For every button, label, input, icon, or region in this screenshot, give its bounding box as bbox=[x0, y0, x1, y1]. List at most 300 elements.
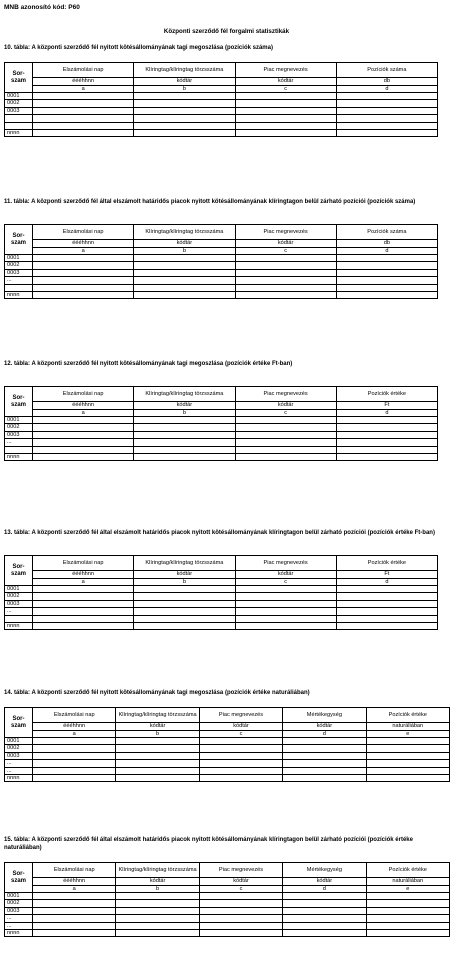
data-cell[interactable] bbox=[235, 107, 336, 114]
unit-cell: kódtár bbox=[283, 878, 366, 886]
data-cell[interactable] bbox=[33, 284, 134, 291]
row-number bbox=[5, 615, 33, 622]
letter-cell: a bbox=[33, 247, 134, 255]
table-row bbox=[5, 269, 438, 276]
data-cell[interactable] bbox=[33, 775, 116, 782]
unit-cell: éééhhnn bbox=[33, 402, 134, 410]
data-cell[interactable] bbox=[283, 760, 366, 767]
mnb-code: MNB azonosító kód: P60 bbox=[4, 4, 80, 11]
data-cell[interactable] bbox=[235, 439, 336, 446]
column-header: Mértékegység bbox=[283, 863, 366, 878]
data-cell[interactable] bbox=[33, 593, 134, 600]
column-header: Piac megnevezés bbox=[199, 863, 282, 878]
unit-cell: kódtár bbox=[134, 571, 235, 579]
data-cell[interactable] bbox=[33, 615, 134, 622]
data-cell[interactable] bbox=[235, 454, 336, 461]
row-number: 0003 bbox=[5, 431, 33, 438]
data-cell[interactable] bbox=[336, 586, 437, 593]
data-cell[interactable] bbox=[33, 93, 134, 100]
data-cell[interactable] bbox=[33, 586, 134, 593]
table-row bbox=[5, 767, 450, 774]
unit-row bbox=[5, 878, 450, 886]
data-cell[interactable] bbox=[116, 760, 199, 767]
data-cell[interactable] bbox=[235, 100, 336, 107]
data-cell[interactable] bbox=[134, 446, 235, 453]
data-cell[interactable] bbox=[33, 600, 134, 607]
data-cell[interactable] bbox=[134, 284, 235, 291]
data-cell[interactable] bbox=[33, 292, 134, 299]
row-number: ... bbox=[5, 277, 33, 284]
data-cell[interactable] bbox=[366, 930, 449, 937]
data-cell[interactable] bbox=[134, 600, 235, 607]
row-number: 0003 bbox=[5, 600, 33, 607]
row-number: nnnn bbox=[5, 930, 33, 937]
data-cell[interactable] bbox=[116, 752, 199, 759]
unit-cell: éééhhnn bbox=[33, 78, 134, 86]
data-cell[interactable] bbox=[33, 900, 116, 907]
row-number: ... bbox=[5, 915, 33, 922]
header-row bbox=[5, 863, 450, 878]
data-cell[interactable] bbox=[33, 277, 134, 284]
letter-cell: c bbox=[235, 409, 336, 417]
data-cell[interactable] bbox=[33, 439, 134, 446]
data-cell[interactable] bbox=[235, 284, 336, 291]
letter-cell: a bbox=[33, 885, 116, 893]
row-number bbox=[5, 115, 33, 122]
data-cell[interactable] bbox=[366, 775, 449, 782]
letter-cell: d bbox=[336, 409, 437, 417]
letter-cell: d bbox=[283, 730, 366, 738]
table-title: 15. tábla: A központi szerződő fél által elszámolt határidős piacok nyitott kötésállományának klíringtagon belül zárható pozíciói (pozíciók értéke naturáliában) bbox=[4, 837, 413, 852]
data-cell[interactable] bbox=[235, 600, 336, 607]
data-table bbox=[4, 555, 438, 630]
data-table bbox=[4, 862, 450, 937]
data-cell[interactable] bbox=[33, 454, 134, 461]
data-cell[interactable] bbox=[134, 454, 235, 461]
row-number: 0001 bbox=[5, 586, 33, 593]
table-section-2 bbox=[4, 198, 449, 299]
sorszam-header-2: szám bbox=[5, 571, 33, 586]
letter-cell: b bbox=[134, 409, 235, 417]
data-cell[interactable] bbox=[134, 93, 235, 100]
data-cell[interactable] bbox=[235, 417, 336, 424]
data-cell[interactable] bbox=[134, 115, 235, 122]
data-cell[interactable] bbox=[283, 752, 366, 759]
data-cell[interactable] bbox=[199, 745, 282, 752]
letter-cell: c bbox=[235, 85, 336, 93]
table-row bbox=[5, 615, 438, 622]
letter-row bbox=[5, 885, 450, 893]
data-cell[interactable] bbox=[33, 907, 116, 914]
unit-cell: db bbox=[336, 240, 437, 248]
data-cell[interactable] bbox=[283, 767, 366, 774]
table-section-3 bbox=[4, 360, 449, 461]
data-cell[interactable] bbox=[116, 922, 199, 929]
data-cell[interactable] bbox=[366, 745, 449, 752]
data-cell[interactable] bbox=[134, 292, 235, 299]
data-cell[interactable] bbox=[33, 107, 134, 114]
data-cell[interactable] bbox=[116, 915, 199, 922]
table-row bbox=[5, 608, 438, 615]
column-header: Elszámolási nap bbox=[33, 556, 134, 571]
data-cell[interactable] bbox=[336, 107, 437, 114]
column-header: Klíringtag/klíringtag törzsszáma bbox=[116, 708, 199, 723]
row-number: ... bbox=[5, 922, 33, 929]
data-cell[interactable] bbox=[235, 255, 336, 262]
table-row bbox=[5, 115, 438, 122]
data-cell[interactable] bbox=[199, 767, 282, 774]
row-number: nnnn bbox=[5, 292, 33, 299]
data-cell[interactable] bbox=[336, 623, 437, 630]
table-row bbox=[5, 446, 438, 453]
letter-cell: b bbox=[116, 885, 199, 893]
table-title: 11. tábla: A központi szerződő fél által elszámolt határidős piacok nyitott kötésállományának klíringtagon belül zárható pozíciói (pozíciók száma) bbox=[4, 199, 416, 205]
data-table bbox=[4, 707, 450, 782]
data-cell[interactable] bbox=[134, 439, 235, 446]
data-cell[interactable] bbox=[283, 915, 366, 922]
sorszam-header: Sor- bbox=[5, 63, 33, 78]
data-cell[interactable] bbox=[366, 915, 449, 922]
data-cell[interactable] bbox=[336, 93, 437, 100]
data-cell[interactable] bbox=[235, 269, 336, 276]
table-section-5 bbox=[4, 689, 449, 782]
unit-cell: kódtár bbox=[116, 878, 199, 886]
row-number: 0002 bbox=[5, 100, 33, 107]
data-cell[interactable] bbox=[33, 115, 134, 122]
table-row bbox=[5, 745, 450, 752]
letter-row bbox=[5, 578, 438, 586]
data-cell[interactable] bbox=[33, 760, 116, 767]
table-row bbox=[5, 431, 438, 438]
sorszam-header-2: szám bbox=[5, 723, 33, 738]
table-row bbox=[5, 738, 450, 745]
unit-cell: kódtár bbox=[235, 571, 336, 579]
unit-cell: naturáliában bbox=[366, 878, 449, 886]
data-cell[interactable] bbox=[134, 107, 235, 114]
data-cell[interactable] bbox=[33, 922, 116, 929]
data-cell[interactable] bbox=[235, 93, 336, 100]
table-section-1 bbox=[4, 44, 449, 136]
data-cell[interactable] bbox=[235, 593, 336, 600]
data-cell[interactable] bbox=[336, 593, 437, 600]
row-number: ... bbox=[5, 760, 33, 767]
data-cell[interactable] bbox=[134, 262, 235, 269]
data-cell[interactable] bbox=[33, 122, 134, 129]
data-cell[interactable] bbox=[235, 277, 336, 284]
data-cell[interactable] bbox=[134, 269, 235, 276]
data-cell[interactable] bbox=[199, 915, 282, 922]
data-cell[interactable] bbox=[336, 424, 437, 431]
column-header: Elszámolási nap bbox=[33, 63, 134, 78]
data-cell[interactable] bbox=[116, 907, 199, 914]
data-cell[interactable] bbox=[134, 615, 235, 622]
row-number: nnnn bbox=[5, 454, 33, 461]
data-cell[interactable] bbox=[134, 608, 235, 615]
data-cell[interactable] bbox=[33, 130, 134, 137]
data-cell[interactable] bbox=[235, 446, 336, 453]
data-cell[interactable] bbox=[336, 454, 437, 461]
data-cell[interactable] bbox=[116, 893, 199, 900]
sorszam-header-2: szám bbox=[5, 878, 33, 893]
letter-row bbox=[5, 730, 450, 738]
table-row bbox=[5, 586, 438, 593]
data-cell[interactable] bbox=[134, 431, 235, 438]
data-cell[interactable] bbox=[366, 752, 449, 759]
data-cell[interactable] bbox=[283, 745, 366, 752]
data-cell[interactable] bbox=[366, 893, 449, 900]
data-cell[interactable] bbox=[116, 767, 199, 774]
sorszam-header-2: szám bbox=[5, 240, 33, 255]
data-cell[interactable] bbox=[366, 760, 449, 767]
column-header: Klíringtag/klíringtag törzsszáma bbox=[134, 387, 235, 402]
data-cell[interactable] bbox=[199, 775, 282, 782]
table-row bbox=[5, 900, 450, 907]
row-number: nnnn bbox=[5, 623, 33, 630]
header-row bbox=[5, 225, 438, 240]
row-number: ... bbox=[5, 767, 33, 774]
row-number: 0002 bbox=[5, 745, 33, 752]
data-cell[interactable] bbox=[235, 292, 336, 299]
data-cell[interactable] bbox=[235, 615, 336, 622]
data-cell[interactable] bbox=[116, 775, 199, 782]
data-cell[interactable] bbox=[199, 760, 282, 767]
data-cell[interactable] bbox=[33, 608, 134, 615]
data-cell[interactable] bbox=[33, 930, 116, 937]
table-row bbox=[5, 284, 438, 291]
sorszam-header: Sor- bbox=[5, 708, 33, 723]
table-row bbox=[5, 255, 438, 262]
unit-row bbox=[5, 723, 450, 731]
row-number: 0002 bbox=[5, 424, 33, 431]
row-number: 0001 bbox=[5, 893, 33, 900]
data-cell[interactable] bbox=[33, 738, 116, 745]
column-header: Pozíciók értéke bbox=[366, 863, 449, 878]
column-header: Pozíciók száma bbox=[336, 63, 437, 78]
data-cell[interactable] bbox=[199, 900, 282, 907]
data-cell[interactable] bbox=[116, 900, 199, 907]
data-cell[interactable] bbox=[366, 738, 449, 745]
unit-cell: kódtár bbox=[235, 78, 336, 86]
data-cell[interactable] bbox=[199, 738, 282, 745]
letter-cell: d bbox=[336, 85, 437, 93]
data-cell[interactable] bbox=[33, 752, 116, 759]
data-cell[interactable] bbox=[199, 930, 282, 937]
column-header: Mértékegység bbox=[283, 708, 366, 723]
data-cell[interactable] bbox=[235, 115, 336, 122]
unit-cell: kódtár bbox=[134, 402, 235, 410]
data-cell[interactable] bbox=[134, 593, 235, 600]
letter-cell: b bbox=[134, 578, 235, 586]
data-cell[interactable] bbox=[336, 439, 437, 446]
row-number: 0003 bbox=[5, 752, 33, 759]
data-cell[interactable] bbox=[336, 100, 437, 107]
data-cell[interactable] bbox=[336, 417, 437, 424]
data-cell[interactable] bbox=[336, 122, 437, 129]
data-cell[interactable] bbox=[116, 738, 199, 745]
data-cell[interactable] bbox=[116, 745, 199, 752]
data-cell[interactable] bbox=[199, 907, 282, 914]
data-cell[interactable] bbox=[283, 775, 366, 782]
data-cell[interactable] bbox=[235, 122, 336, 129]
data-cell[interactable] bbox=[336, 446, 437, 453]
header-row bbox=[5, 387, 438, 402]
row-number: 0001 bbox=[5, 255, 33, 262]
column-header: Klíringtag/klíringtag törzsszáma bbox=[116, 863, 199, 878]
data-cell[interactable] bbox=[134, 586, 235, 593]
unit-cell: Ft bbox=[336, 402, 437, 410]
table-row bbox=[5, 893, 450, 900]
data-cell[interactable] bbox=[336, 292, 437, 299]
data-cell[interactable] bbox=[366, 922, 449, 929]
column-header: Elszámolási nap bbox=[33, 863, 116, 878]
column-header: Elszámolási nap bbox=[33, 708, 116, 723]
data-cell[interactable] bbox=[366, 767, 449, 774]
unit-row bbox=[5, 571, 438, 579]
data-cell[interactable] bbox=[336, 277, 437, 284]
table-row bbox=[5, 915, 450, 922]
header-row bbox=[5, 556, 438, 571]
sorszam-header: Sor- bbox=[5, 556, 33, 571]
unit-cell: Ft bbox=[336, 571, 437, 579]
data-cell[interactable] bbox=[283, 930, 366, 937]
data-cell[interactable] bbox=[199, 893, 282, 900]
data-cell[interactable] bbox=[336, 130, 437, 137]
data-cell[interactable] bbox=[134, 417, 235, 424]
column-header: Piac megnevezés bbox=[199, 708, 282, 723]
letter-row bbox=[5, 409, 438, 417]
data-cell[interactable] bbox=[336, 255, 437, 262]
data-cell[interactable] bbox=[235, 608, 336, 615]
letter-cell: a bbox=[33, 578, 134, 586]
table-row bbox=[5, 922, 450, 929]
letter-cell: a bbox=[33, 730, 116, 738]
table-row bbox=[5, 930, 450, 937]
data-cell[interactable] bbox=[33, 269, 134, 276]
data-cell[interactable] bbox=[336, 615, 437, 622]
data-cell[interactable] bbox=[134, 424, 235, 431]
data-cell[interactable] bbox=[235, 262, 336, 269]
data-cell[interactable] bbox=[366, 907, 449, 914]
data-cell[interactable] bbox=[336, 284, 437, 291]
data-cell[interactable] bbox=[235, 431, 336, 438]
data-cell[interactable] bbox=[134, 130, 235, 137]
data-cell[interactable] bbox=[33, 446, 134, 453]
sorszam-header-2: szám bbox=[5, 402, 33, 417]
unit-cell: kódtár bbox=[199, 723, 282, 731]
table-row bbox=[5, 600, 438, 607]
letter-cell: c bbox=[199, 730, 282, 738]
data-cell[interactable] bbox=[235, 623, 336, 630]
data-cell[interactable] bbox=[33, 745, 116, 752]
data-cell[interactable] bbox=[336, 262, 437, 269]
unit-cell: kódtár bbox=[116, 723, 199, 731]
data-cell[interactable] bbox=[336, 269, 437, 276]
data-cell[interactable] bbox=[199, 752, 282, 759]
data-cell[interactable] bbox=[283, 893, 366, 900]
column-header: Pozíciók száma bbox=[336, 225, 437, 240]
sorszam-header-2: szám bbox=[5, 78, 33, 93]
data-table bbox=[4, 224, 438, 299]
column-header: Pozíciók értéke bbox=[336, 387, 437, 402]
data-cell[interactable] bbox=[283, 900, 366, 907]
unit-row bbox=[5, 240, 438, 248]
data-cell[interactable] bbox=[33, 623, 134, 630]
row-number bbox=[5, 284, 33, 291]
data-cell[interactable] bbox=[33, 431, 134, 438]
letter-row bbox=[5, 247, 438, 255]
data-cell[interactable] bbox=[336, 600, 437, 607]
row-number: 0001 bbox=[5, 738, 33, 745]
data-cell[interactable] bbox=[235, 130, 336, 137]
column-header: Elszámolási nap bbox=[33, 225, 134, 240]
data-cell[interactable] bbox=[33, 417, 134, 424]
unit-cell: éééhhnn bbox=[33, 571, 134, 579]
table-row bbox=[5, 130, 438, 137]
data-cell[interactable] bbox=[283, 907, 366, 914]
data-cell[interactable] bbox=[33, 100, 134, 107]
row-number: 0003 bbox=[5, 107, 33, 114]
data-cell[interactable] bbox=[283, 738, 366, 745]
data-cell[interactable] bbox=[134, 277, 235, 284]
row-number: 0001 bbox=[5, 93, 33, 100]
unit-cell: éééhhnn bbox=[33, 878, 116, 886]
data-cell[interactable] bbox=[134, 623, 235, 630]
table-title: 13. tábla: A központi szerződő fél által elszámolt határidős piacok nyitott kötésállományának klíringtagon belül zárható pozíciói (pozíciók értéke Ft-ban) bbox=[4, 530, 435, 536]
data-cell[interactable] bbox=[235, 586, 336, 593]
column-header: Klíringtag/klíringtag törzsszáma bbox=[134, 225, 235, 240]
table-row bbox=[5, 417, 438, 424]
table-section-4 bbox=[4, 529, 449, 630]
data-cell[interactable] bbox=[33, 424, 134, 431]
table-row bbox=[5, 100, 438, 107]
row-number: 0002 bbox=[5, 900, 33, 907]
data-cell[interactable] bbox=[33, 893, 116, 900]
data-cell[interactable] bbox=[33, 767, 116, 774]
header-row bbox=[5, 63, 438, 78]
letter-cell: d bbox=[283, 885, 366, 893]
data-cell[interactable] bbox=[33, 915, 116, 922]
data-cell[interactable] bbox=[134, 255, 235, 262]
data-cell[interactable] bbox=[336, 115, 437, 122]
unit-cell: db bbox=[336, 78, 437, 86]
row-number: nnnn bbox=[5, 130, 33, 137]
table-title: 10. tábla: A központi szerződő fél nyitott kötésállományának tagi megoszlása (pozíciók száma) bbox=[4, 45, 273, 51]
letter-cell: b bbox=[116, 730, 199, 738]
column-header: Piac megnevezés bbox=[235, 387, 336, 402]
data-cell[interactable] bbox=[366, 900, 449, 907]
data-cell[interactable] bbox=[134, 122, 235, 129]
data-cell[interactable] bbox=[134, 100, 235, 107]
data-cell[interactable] bbox=[116, 930, 199, 937]
row-number: 0003 bbox=[5, 907, 33, 914]
data-cell[interactable] bbox=[33, 255, 134, 262]
data-table bbox=[4, 386, 438, 461]
data-table bbox=[4, 62, 438, 137]
data-cell[interactable] bbox=[283, 922, 366, 929]
data-cell[interactable] bbox=[33, 262, 134, 269]
letter-row bbox=[5, 85, 438, 93]
letter-cell: d bbox=[336, 578, 437, 586]
data-cell[interactable] bbox=[336, 608, 437, 615]
data-cell[interactable] bbox=[235, 424, 336, 431]
letter-cell: b bbox=[134, 85, 235, 93]
row-number: 0002 bbox=[5, 593, 33, 600]
data-cell[interactable] bbox=[336, 431, 437, 438]
data-cell[interactable] bbox=[199, 922, 282, 929]
table-row bbox=[5, 292, 438, 299]
column-header: Piac megnevezés bbox=[235, 556, 336, 571]
table-row bbox=[5, 623, 438, 630]
